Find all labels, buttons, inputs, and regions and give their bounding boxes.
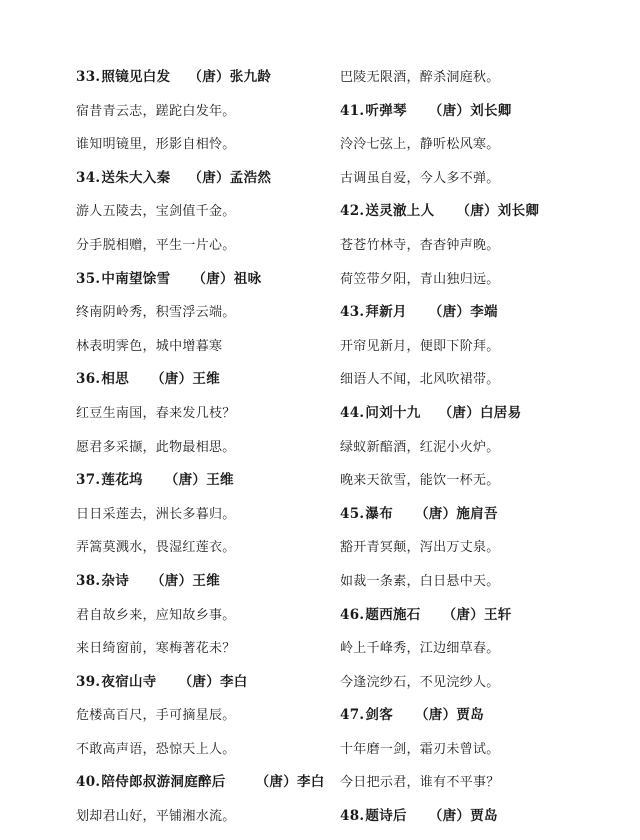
poem-dynasty: （唐）	[151, 371, 193, 388]
poem-dynasty: （唐）	[415, 707, 457, 724]
verse-text: 愿君多采撷，此物最相思。	[76, 439, 236, 455]
poem-name: 题西施石	[365, 606, 421, 623]
verse-line	[340, 263, 620, 297]
verse-line	[76, 632, 326, 666]
verse-line	[76, 330, 326, 364]
poem-title-line	[76, 766, 326, 800]
poem-number: 39.	[76, 673, 101, 690]
verse-text: 林表明霁色，城中增暮寒	[76, 338, 223, 354]
verse-text: 日日采莲去，洲长多暮归。	[76, 506, 236, 522]
poem-author: 王轩	[484, 606, 512, 623]
poem-number: 37.	[76, 472, 101, 489]
poem-number: 46.	[340, 606, 365, 623]
poem-dynasty: （唐）	[415, 505, 457, 522]
poem-number: 36.	[76, 371, 101, 388]
verse-line	[340, 61, 620, 95]
poem-name: 送灵澈上人	[365, 203, 435, 220]
poem-name: 莲花坞	[101, 472, 143, 489]
verse-text: 巴陵无限酒，醉杀洞庭秋。	[340, 70, 500, 85]
verse-text: 今逢浣纱石，不见浣纱人。	[340, 674, 500, 690]
poem-dynasty: （唐）	[428, 808, 471, 825]
verse-text: 划却君山好，平铺湘水流。	[76, 809, 236, 825]
verse-line	[76, 229, 326, 263]
poem-name: 夜宿山寺	[101, 673, 157, 690]
poem-name: 送朱大入秦	[101, 169, 171, 186]
verse-line	[340, 733, 620, 767]
verse-line	[76, 431, 326, 465]
verse-text: 苍苍竹林寺，杳杳钟声晚。	[340, 237, 500, 253]
poem-name: 剑客	[365, 707, 393, 724]
poem-title-line	[76, 464, 326, 498]
poem-author: 刘长卿	[470, 102, 512, 119]
poem-dynasty: （唐）	[192, 270, 234, 287]
verse-text: 如裁一条素，白日悬中天。	[340, 573, 500, 589]
poem-author: 贾岛	[456, 707, 485, 724]
poem-number: 42.	[340, 203, 365, 220]
verse-text: 荷笠带夕阳，青山独归远。	[340, 271, 500, 287]
verse-line	[76, 800, 326, 834]
poem-dynasty: （唐）	[151, 572, 193, 589]
verse-line	[76, 195, 326, 229]
poem-dynasty: （唐）	[442, 606, 484, 623]
poem-author: 刘长卿	[497, 203, 540, 220]
poem-number: 33.	[76, 69, 101, 85]
verse-line	[76, 498, 326, 532]
verse-text: 泠泠七弦上，静听松风寒。	[340, 137, 500, 153]
verse-line	[340, 565, 620, 599]
verse-text: 开帘见新月，便即下阶拜。	[340, 338, 500, 354]
poem-title-line	[76, 363, 326, 397]
poem-name: 照镜见白发	[101, 69, 171, 85]
poem-number: 47.	[340, 707, 365, 724]
verse-line	[340, 162, 620, 196]
verse-line	[76, 733, 326, 767]
verse-text: 危楼高百尺，手可摘星辰。	[76, 708, 236, 724]
verse-line	[76, 699, 326, 733]
poem-title-line	[340, 800, 620, 834]
poem-number: 48.	[340, 808, 365, 825]
poem-title-line	[76, 61, 326, 95]
verse-line	[340, 128, 620, 162]
poem-author: 李白	[220, 673, 248, 690]
verse-text: 弄篙莫溅水，畏湿红莲衣。	[76, 540, 236, 556]
verse-text: 君自故乡来，应知故乡事。	[76, 607, 236, 623]
poem-author: 张九龄	[229, 69, 272, 85]
poem-title-line	[76, 162, 326, 196]
poem-name: 中南望馀雪	[101, 270, 171, 287]
poem-name: 相思	[101, 371, 129, 388]
poem-author: 白居易	[480, 404, 522, 421]
poem-number: 40.	[76, 774, 101, 791]
poem-author: 施肩吾	[456, 505, 498, 522]
poem-title-line	[340, 498, 620, 532]
verse-line	[340, 531, 620, 565]
poem-dynasty: （唐）	[255, 774, 297, 791]
verse-text: 古调虽自爱，今人多不弹。	[340, 170, 500, 186]
poem-dynasty: （唐）	[164, 472, 207, 489]
verse-text: 十年磨一剑，霜刃未曾试。	[340, 741, 500, 757]
poem-title-line	[76, 565, 326, 599]
verse-text: 游人五陵去，宝剑值千金。	[76, 204, 236, 220]
verse-line	[340, 666, 620, 700]
poem-name: 题诗后	[365, 808, 407, 825]
poem-dynasty: （唐）	[428, 304, 471, 321]
verse-text: 今日把示君，谁有不平事？	[340, 775, 500, 791]
poem-title-line	[340, 195, 620, 229]
poem-title-line	[340, 397, 620, 431]
verse-text: 绿蚁新醅酒，红泥小火炉。	[340, 439, 500, 455]
poem-author: 王维	[206, 472, 234, 489]
verse-line	[340, 330, 620, 364]
poem-number: 38.	[76, 572, 101, 589]
poem-number: 45.	[340, 505, 365, 522]
verse-text: 豁开青冥颠，泻出万丈泉。	[340, 540, 500, 556]
verse-line	[76, 95, 326, 129]
verse-text: 岭上千峰秀，江边细草春。	[340, 641, 500, 657]
verse-text: 红豆生南国，春来发几枝？	[76, 405, 236, 421]
poem-dynasty: （唐）	[178, 673, 220, 690]
poem-author: 李白	[297, 774, 325, 791]
verse-text: 不敢高声语，恐惊天上人。	[76, 741, 236, 757]
poem-name: 杂诗	[101, 572, 129, 589]
poem-name: 听弹琴	[365, 102, 407, 119]
verse-text: 晚来天欲雪，能饮一杯无。	[340, 473, 500, 489]
poem-author: 李端	[470, 304, 498, 321]
verse-line	[76, 296, 326, 330]
poem-title-line	[340, 699, 620, 733]
verse-line	[340, 229, 620, 263]
poem-name: 问刘十九	[365, 404, 421, 421]
poem-title-line	[76, 263, 326, 297]
poem-author: 王维	[192, 371, 221, 388]
verse-text: 谁知明镜里，形影自相怜。	[76, 137, 236, 153]
poem-number: 43.	[340, 304, 365, 321]
verse-line	[340, 632, 620, 666]
verse-text: 细语人不闻，北风吹裙带。	[340, 372, 500, 388]
left-poem-column	[76, 61, 326, 834]
poem-author: 祖咏	[233, 270, 262, 287]
poem-title-line	[340, 95, 620, 129]
poem-number: 35.	[76, 270, 101, 287]
poem-dynasty: （唐）	[188, 169, 230, 186]
verse-line	[340, 363, 620, 397]
poem-dynasty: （唐）	[428, 102, 471, 119]
verse-line	[76, 397, 326, 431]
poem-dynasty: （唐）	[188, 69, 230, 85]
poem-dynasty: （唐）	[456, 203, 498, 220]
poem-title-line	[340, 296, 620, 330]
poem-title-line	[340, 599, 620, 633]
poem-author: 贾岛	[470, 808, 498, 825]
poem-dynasty: （唐）	[438, 404, 480, 421]
verse-text: 终南阴岭秀，积雪浮云端。	[76, 305, 236, 321]
verse-line	[76, 531, 326, 565]
verse-line	[76, 128, 326, 162]
poem-number: 34.	[76, 169, 101, 186]
verse-text: 宿昔青云志，蹉跎白发年。	[76, 103, 236, 119]
verse-text: 来日绮窗前，寒梅著花未？	[76, 641, 236, 657]
poem-name: 瀑布	[365, 505, 393, 522]
right-poem-column	[340, 61, 620, 834]
verse-line	[340, 766, 620, 800]
poem-author: 孟浩然	[229, 169, 272, 186]
verse-line	[340, 431, 620, 465]
poem-title-line	[76, 666, 326, 700]
verse-text: 分手脱相赠，平生一片心。	[76, 237, 236, 253]
verse-line	[340, 464, 620, 498]
poem-name: 拜新月	[365, 304, 407, 321]
poem-number: 44.	[340, 404, 365, 421]
verse-line	[76, 599, 326, 633]
poem-name: 陪侍郎叔游洞庭醉后	[101, 774, 226, 791]
poem-author: 王维	[192, 572, 221, 589]
poem-number: 41.	[340, 102, 365, 119]
